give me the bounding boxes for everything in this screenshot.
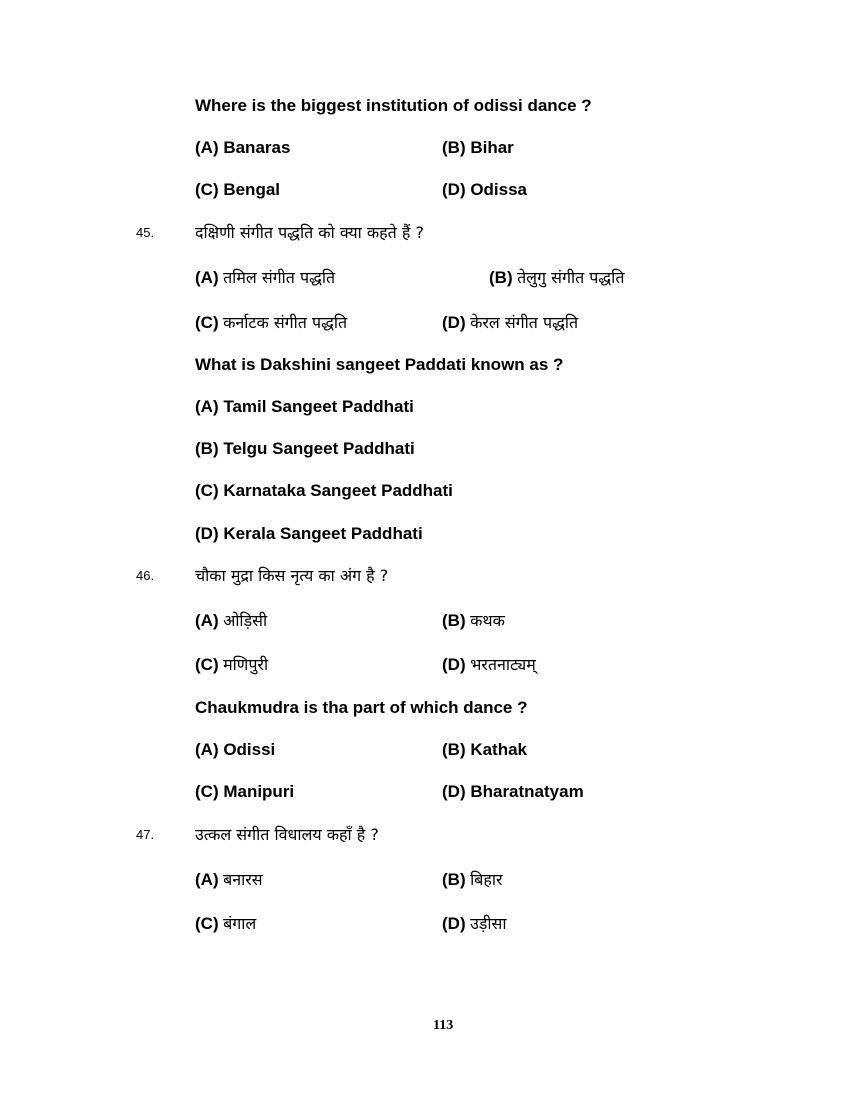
q46-en-option-a: (A) Odissi [195, 740, 276, 759]
q47-hi-option-b [442, 868, 503, 890]
q45-en-option-c: (C) Karnataka Sangeet Paddhati [195, 481, 453, 500]
option-text: तेलुगु संगीत पद्धति [517, 268, 625, 287]
option-label: (B) [442, 611, 466, 630]
q46-en-question: Chaukmudra is tha part of which dance ? [195, 698, 528, 717]
q45-hi-question: दक्षिणी संगीत पद्धति को क्या कहते हैं ? [195, 223, 424, 242]
q47-hi-option-c [195, 912, 256, 934]
q45-en-option-b: (B) Telgu Sangeet Paddhati [195, 439, 415, 458]
option-label: (B) [489, 268, 513, 287]
option-text: मणिपुरी [223, 655, 269, 674]
q46-hi-question: चौका मुद्रा किस नृत्य का अंग है ? [195, 566, 389, 585]
option-text: उड़ीसा [470, 914, 507, 933]
option-label: (C) [195, 313, 219, 332]
q44-en-option-c: (C) Bengal [195, 180, 280, 199]
q46-hi-option-a [195, 609, 267, 631]
q46-hi-option-d [442, 653, 536, 675]
option-text: बंगाल [223, 914, 257, 933]
q45-number: 45. [136, 225, 155, 240]
q44-en-option-a: (A) Banaras [195, 138, 291, 157]
q45-en-option-d: (D) Kerala Sangeet Paddhati [195, 524, 423, 543]
q44-en-option-d: (D) Odissa [442, 180, 528, 199]
option-text: केरल संगीत पद्धति [470, 313, 579, 332]
option-text: बिहार [470, 870, 503, 889]
option-text: कर्नाटक संगीत पद्धति [223, 313, 348, 332]
option-label: (C) [195, 655, 219, 674]
option-text: बनारस [223, 870, 263, 889]
option-label: (A) [195, 870, 219, 889]
option-text: तमिल संगीत पद्धति [223, 268, 336, 287]
option-label: (C) [195, 914, 219, 933]
q46-en-option-c: (C) Manipuri [195, 782, 295, 801]
option-label: (D) [442, 655, 466, 674]
q44-en-question: Where is the biggest institution of odissi dance ? [195, 96, 592, 115]
q45-hi-option-b [489, 266, 624, 288]
option-text: भरतनाट्यम् [470, 655, 536, 674]
option-text: ओड़िसी [223, 611, 268, 630]
q47-hi-question: उत्कल संगीत विधालय कहाँ है ? [195, 825, 379, 844]
q47-hi-option-d [442, 912, 507, 934]
q45-en-option-a: (A) Tamil Sangeet Paddhati [195, 397, 414, 416]
q47-number: 47. [136, 827, 155, 842]
q45-hi-option-c [195, 311, 347, 333]
q47-hi-option-a [195, 868, 263, 890]
option-label: (A) [195, 268, 219, 287]
option-label: (D) [442, 313, 466, 332]
q46-number: 46. [136, 568, 155, 583]
q45-en-question: What is Dakshini sangeet Paddati known as ? [195, 355, 564, 374]
q46-en-option-b: (B) Kathak [442, 740, 528, 759]
option-label: (A) [195, 611, 219, 630]
q46-hi-option-b [442, 609, 505, 631]
q46-hi-option-c [195, 653, 268, 675]
q45-hi-option-d [442, 311, 578, 333]
q46-en-option-d: (D) Bharatnatyam [442, 782, 584, 801]
option-text: कथक [470, 611, 505, 630]
q44-en-option-b: (B) Bihar [442, 138, 514, 157]
option-label: (B) [442, 870, 466, 889]
option-label: (D) [442, 914, 466, 933]
q45-hi-option-a [195, 266, 335, 288]
page-number: 113 [433, 1018, 454, 1033]
